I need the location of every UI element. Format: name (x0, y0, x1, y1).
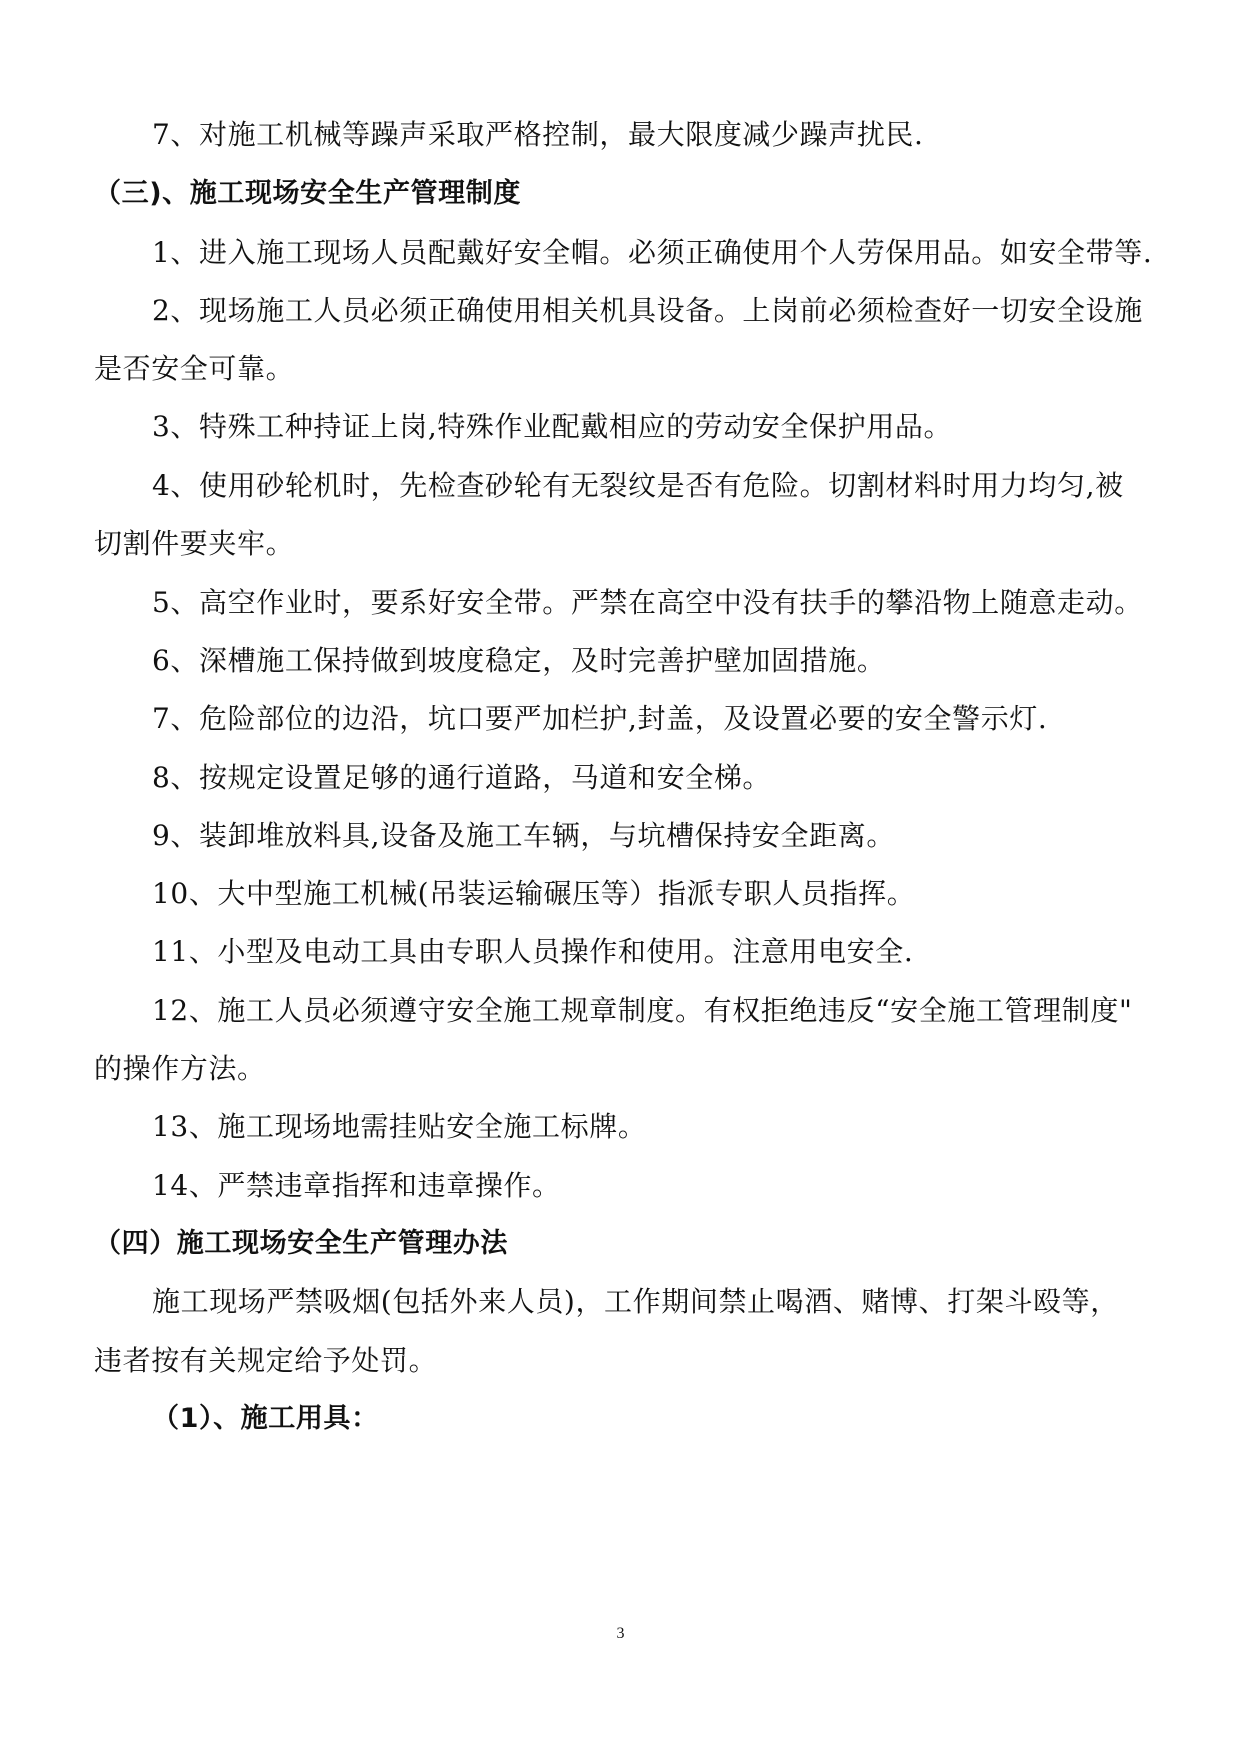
paragraph-line: 7、危险部位的边沿，坑口要严加栏护,封盖，及设置必要的安全警示灯. (152, 702, 1048, 735)
paragraph-line: 的操作方法。 (94, 1052, 266, 1085)
paragraph-line: 切割件要夹牢。 (94, 527, 295, 560)
paragraph-line: 施工现场严禁吸烟(包括外来人员)，工作期间禁止喝酒、赌博、打架斗殴等， (152, 1285, 1119, 1318)
subsection-heading: （1）、施工用具： (152, 1403, 379, 1434)
paragraph-line: 7、对施工机械等躁声采取严格控制，最大限度减少躁声扰民. (152, 118, 924, 151)
paragraph-line: 10、大中型施工机械(吊装运输碾压等）指派专职人员指挥。 (152, 877, 916, 910)
paragraph-line: 13、施工现场地需挂贴安全施工标牌。 (152, 1110, 647, 1143)
paragraph-line: 是否安全可靠。 (94, 352, 295, 385)
section-heading: （四）施工现场安全生产管理办法 (94, 1228, 508, 1259)
paragraph-line: 2、现场施工人员必须正确使用相关机具设备。上岗前必须检查好一切安全设施 (152, 294, 1143, 327)
paragraph-line: 1、进入施工现场人员配戴好安全帽。必须正确使用个人劳保用品。如安全带等. (152, 236, 1153, 269)
paragraph-line: 12、施工人员必须遵守安全施工规章制度。有权拒绝违反“安全施工管理制度" (152, 994, 1133, 1027)
paragraph-line: 3、特殊工种持证上岗,特殊作业配戴相应的劳动安全保护用品。 (152, 410, 953, 443)
paragraph-line: 9、装卸堆放料具,设备及施工车辆，与坑槽保持安全距离。 (152, 819, 895, 852)
paragraph-line: 6、深槽施工保持做到坡度稳定，及时完善护壁加固措施。 (152, 644, 886, 677)
section-heading: （三)、施工现场安全生产管理制度 (94, 178, 521, 209)
paragraph-line: 14、严禁违章指挥和违章操作。 (152, 1169, 561, 1202)
page-number: 3 (616, 1625, 625, 1642)
paragraph-line: 8、按规定设置足够的通行道路，马道和安全梯。 (152, 761, 772, 794)
paragraph-line: 11、小型及电动工具由专职人员操作和使用。注意用电安全. (152, 935, 914, 968)
paragraph-line: 4、使用砂轮机时，先检查砂轮有无裂纹是否有危险。切割材料时用力均匀,被 (152, 469, 1124, 502)
paragraph-line: 违者按有关规定给予处罚。 (94, 1344, 438, 1377)
paragraph-line: 5、高空作业时，要系好安全带。严禁在高空中没有扶手的攀沿物上随意走动。 (152, 586, 1143, 619)
